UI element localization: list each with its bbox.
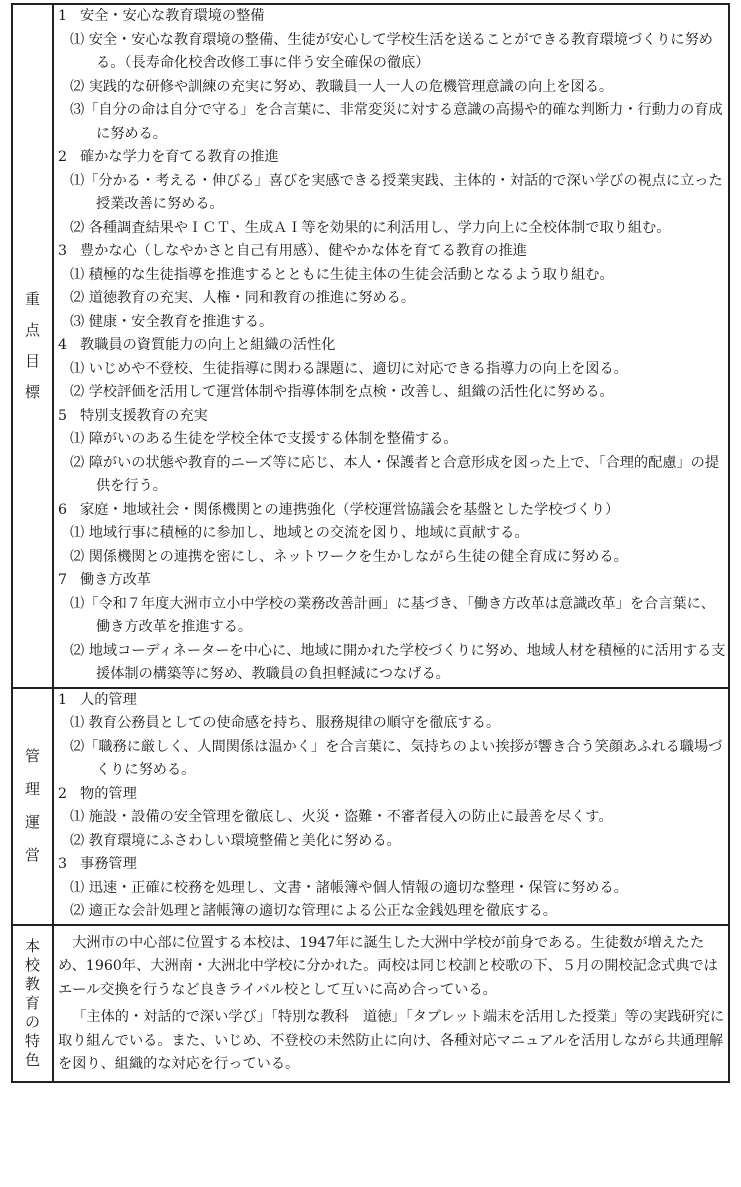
section-label xyxy=(12,925,53,1082)
vertical-label: 管 理 運 営 xyxy=(24,747,40,864)
list-item: ⑵ 教育環境にふさわしい環境整備と美化に努める。 xyxy=(70,832,401,849)
vertical-label: 本 校 教 育 の 特 色 xyxy=(24,936,40,1069)
feature-paragraph: 「主体的・対話的で深い学び」「特別な教科 道徳」「タブレット端末を活用した授業」等の実践研究に取り組んでいる。また、いじめ、不登校の未然防止に向け、各種対応マニュアルを活用しながら共通理解を図り、組織的な対応を行っている。 xyxy=(58,1009,725,1072)
feature-paragraph: 大洲市の中心部に位置する本校は、1947年に誕生した大洲中学校が前身である。生徒数が増えたため、1960年、大洲南・大洲北中学校に分かれた。両校は同じ校訓と校歌の下、５月の開校記念式典ではエール交換を行うなど良きライバル校として互いに高め合っている。 xyxy=(58,934,718,998)
section-label xyxy=(12,688,53,925)
section-content xyxy=(53,688,729,925)
list-item: ⑵ 適正な会計処理と諸帳簿の適切な管理による公正な金銭処理を徹底する。 xyxy=(70,903,557,919)
section-content xyxy=(53,925,729,1082)
group-heading: 7 働き方改革 xyxy=(58,572,151,588)
list-item: ⑴ いじめや不登校、生徒指導に関わる課題に、適切に対応できる指導力の向上を図る。 xyxy=(70,360,628,377)
list-item: ⑵ 学校評価を活用して運営体制や指導体制を点検・改善し、組織の活性化に努める。 xyxy=(70,384,614,400)
group-heading: 1 人的管理 xyxy=(58,691,137,708)
section-label xyxy=(12,4,53,688)
list-item: ⑶「自分の命は自分で守る」を合言葉に、非常変災に対する意識の高揚や的確な判断力・行動力の育成に努める。 xyxy=(70,102,723,142)
list-item: ⑴ 安全・安心な教育環境の整備、生徒が安心して学校生活を送ることができる教育環境づくりに努める。（長寿命化校舎改修工事に伴う安全確保の徹底） xyxy=(70,31,713,71)
list-item: ⑵ 各種調査結果やＩＣＴ、生成ＡＩ等を効果的に利活用し、学力向上に全校体制で取り組む。 xyxy=(70,219,671,236)
section-content xyxy=(53,4,729,688)
list-item: ⑶ 健康・安全教育を推進する。 xyxy=(70,313,274,330)
management-section xyxy=(12,688,729,925)
list-item: ⑵ 地域コーディネーターを中心に、地域に開かれた学校づくりに努め、地域人材を積極的に活用する支援体制の構築等に努め、教職員の負担軽減につなげる。 xyxy=(70,642,726,682)
list-item: ⑵ 関係機関との連携を密にし、ネットワークを生かしながら生徒の健全育成に努める。 xyxy=(70,548,628,565)
list-item: ⑵ 障がいの状態や教育的ニーズ等に応じ、本人・保護者と合意形成を図った上で、「合理的配慮」の提供を行う。 xyxy=(70,454,720,494)
list-item: ⑵「職務に厳しく、人間関係は温かく」を合言葉に、気持ちのよい挨拶が響き合う笑顔あふれる職場づくりに努める。 xyxy=(70,738,723,778)
group-heading: 5 特別支援教育の充実 xyxy=(58,407,208,424)
school-plan-table xyxy=(11,3,730,1083)
list-item: ⑴ 地域行事に積極的に参加し、地域との交流を図り、地域に貢献する。 xyxy=(70,525,529,541)
group-heading: 4 教職員の資質能力の向上と組織の活性化 xyxy=(58,337,336,353)
group-heading: 2 確かな学力を育てる教育の推進 xyxy=(58,149,279,165)
list-item: ⑴ 積極的な生徒指導を推進するとともに生徒主体の生徒会活動となるよう取り組む。 xyxy=(70,266,614,283)
list-item: ⑴ 教育公務員としての使命感を持ち、服務規律の順守を徹底する。 xyxy=(70,715,501,731)
list-item: ⑴ 障がいのある生徒を学校全体で支援する体制を整備する。 xyxy=(70,431,458,447)
list-item: ⑵ 実践的な研修や訓練の充実に努め、教職員一人一人の危機管理意識の向上を図る。 xyxy=(70,78,614,95)
school-features-section xyxy=(12,925,729,1082)
list-item: ⑴「令和７年度大洲市立小中学校の業務改善計画」に基づき、「働き方改革は意識改革」を合言葉に、働き方改革を推進する。 xyxy=(70,595,715,635)
group-heading: 1 安全・安心な教育環境の整備 xyxy=(58,8,265,24)
list-item: ⑴「分かる・考える・伸びる」喜びを実感できる授業実践、主体的・対話的で深い学びの視点に立った授業改善に努める。 xyxy=(70,172,723,212)
list-item: ⑵ 道徳教育の充実、人権・同和教育の推進に努める。 xyxy=(70,290,416,306)
vertical-label: 重 点 目 標 xyxy=(24,289,40,401)
priority-goals-section xyxy=(12,4,729,688)
group-heading: 3 豊かな心（しなやかさと自己有用感）、健やかな体を育てる教育の推進 xyxy=(58,243,527,259)
group-heading: 3 事務管理 xyxy=(58,856,137,872)
group-heading: 2 物的管理 xyxy=(58,785,137,802)
group-heading: 6 家庭・地域社会・関係機関との連携強化（学校運営協議会を基盤とした学校づくり） xyxy=(58,501,620,518)
list-item: ⑴ 施設・設備の安全管理を徹底し、火災・盗難・不審者侵入の防止に最善を尽くす。 xyxy=(70,809,613,825)
list-item: ⑴ 迅速・正確に校務を処理し、文書・諸帳簿や個人情報の適切な整理・保管に努める。 xyxy=(70,879,628,896)
